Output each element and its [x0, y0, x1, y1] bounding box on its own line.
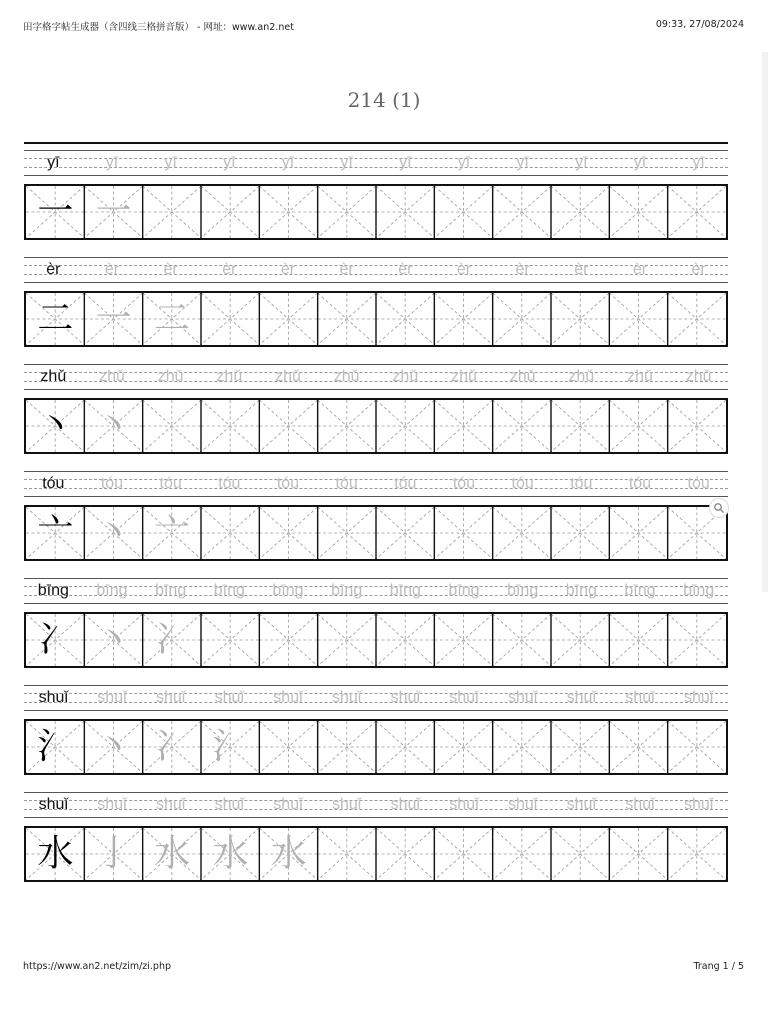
pinyin-trace: tóu: [687, 475, 710, 492]
pinyin-trace: yī: [457, 154, 471, 171]
pinyin-trace: bīng: [213, 582, 245, 599]
pinyin-trace: tóu: [452, 475, 476, 492]
trace-character: 二: [153, 298, 190, 339]
pinyin-trace: yī: [633, 154, 647, 171]
pinyin-trace: shuǐ: [214, 689, 244, 706]
pinyin-trace: shuǐ: [507, 796, 538, 813]
pinyin-trace: bīng: [272, 582, 304, 599]
pinyin-trace: tóu: [218, 475, 241, 492]
pinyin-trace: shuǐ: [214, 796, 244, 813]
pinyin-trace: shuǐ: [273, 689, 303, 706]
trace-character: 丶: [95, 405, 132, 446]
pinyin-trace: shuǐ: [390, 796, 420, 813]
practice-row: [24, 784, 728, 908]
guide-line: [24, 150, 728, 151]
trace-character: 丶: [95, 619, 132, 660]
guide-line: [24, 496, 728, 497]
pinyin-trace: bīng: [565, 582, 597, 599]
pinyin-trace: shuǐ: [449, 796, 479, 813]
page-counter: Trang 1 / 5: [693, 961, 744, 972]
pinyin-trace: zhǔ: [216, 368, 243, 385]
practice-row: [24, 677, 728, 801]
pinyin-trace: zhǔ: [99, 368, 125, 385]
pinyin-label: zhǔ: [40, 368, 67, 385]
pinyin-trace: èr: [104, 261, 120, 278]
pinyin-trace: tóu: [159, 475, 182, 492]
pinyin-trace: èr: [398, 261, 413, 278]
pinyin-trace: zhǔ: [392, 368, 419, 385]
pinyin-trace: yī: [223, 154, 236, 171]
pinyin-label: shuǐ: [38, 689, 68, 706]
pinyin-trace: shuǐ: [155, 796, 186, 813]
pinyin-label: tóu: [42, 475, 65, 492]
guide-line: [24, 578, 728, 579]
trace-character: 一: [95, 191, 132, 232]
pinyin-guide: [24, 150, 728, 176]
guide-line: [24, 685, 728, 686]
pinyin-trace: shuǐ: [625, 689, 655, 706]
zoom-icon[interactable]: [709, 498, 729, 518]
trace-character: 丶: [95, 726, 132, 767]
pinyin-guide: [24, 257, 728, 283]
pinyin-trace: bīng: [507, 582, 539, 599]
model-character: 二: [37, 298, 74, 339]
pinyin-trace: èr: [515, 261, 530, 278]
print-header-right: 09:33, 27/08/2024: [655, 19, 744, 30]
model-character: 丶: [37, 405, 74, 446]
pinyin-trace: yī: [516, 154, 529, 171]
model-character: 亠: [37, 512, 74, 553]
practice-row: [24, 356, 728, 480]
trace-character: 水: [270, 833, 307, 874]
guide-line: [24, 389, 728, 390]
guide-line: [24, 817, 728, 818]
pinyin-guide: [24, 364, 728, 390]
practice-row: [24, 570, 728, 694]
pinyin-trace: bīng: [389, 582, 421, 599]
pinyin-trace: shuǐ: [155, 689, 186, 706]
pinyin-trace: èr: [691, 261, 706, 278]
trace-character: 一: [95, 298, 132, 339]
pinyin-trace: zhǔ: [568, 368, 595, 385]
trace-character: 丶: [95, 512, 132, 553]
trace-character: 亠: [153, 512, 190, 553]
pinyin-trace: tóu: [394, 475, 417, 492]
pinyin-trace: bīng: [155, 582, 187, 599]
page-title: 214 (1): [347, 88, 421, 112]
pinyin-trace: tóu: [276, 475, 300, 492]
pinyin-trace: shuǐ: [97, 796, 127, 813]
trace-character: 亅: [95, 833, 132, 874]
pinyin-guide: [24, 685, 728, 711]
pinyin-trace: yī: [692, 154, 705, 171]
pinyin-trace: bīng: [331, 582, 363, 599]
pinyin-trace: shuǐ: [331, 796, 362, 813]
pinyin-trace: zhǔ: [333, 368, 360, 385]
model-character: 氵: [37, 726, 74, 767]
pinyin-trace: zhǔ: [627, 368, 653, 385]
pinyin-trace: shuǐ: [566, 796, 596, 813]
pinyin-trace: tóu: [628, 475, 652, 492]
pinyin-trace: bīng: [96, 582, 128, 599]
pinyin-trace: èr: [456, 261, 472, 278]
pinyin-trace: tóu: [335, 475, 358, 492]
pinyin-trace: tóu: [570, 475, 593, 492]
pinyin-trace: shuǐ: [683, 796, 714, 813]
pinyin-label: yī: [47, 154, 60, 171]
pinyin-label: shuǐ: [38, 796, 68, 813]
practice-row: [24, 249, 728, 373]
pinyin-trace: shuǐ: [625, 796, 655, 813]
guide-line: [24, 603, 728, 604]
pinyin-trace: bīng: [448, 582, 480, 599]
pinyin-trace: èr: [163, 261, 178, 278]
trace-character: 冫: [153, 726, 190, 767]
pinyin-trace: èr: [632, 261, 648, 278]
practice-row: [24, 463, 728, 587]
print-footer-left: https://www.an2.net/zim/zi.php: [23, 961, 172, 972]
pinyin-label: bīng: [37, 582, 69, 599]
guide-line: [24, 364, 728, 365]
pinyin-trace: zhǔ: [509, 368, 536, 385]
pinyin-trace: èr: [222, 261, 237, 278]
trace-character: 冫: [153, 619, 190, 660]
pinyin-guide: [24, 578, 728, 604]
pinyin-trace: zhǔ: [275, 368, 301, 385]
pinyin-trace: yī: [164, 154, 177, 171]
guide-line: [24, 282, 728, 283]
pinyin-trace: bīng: [683, 582, 715, 599]
print-header-left: 田字格字帖生成器（含四线三格拼音版） - 网址：www.an2.net: [23, 22, 294, 33]
pinyin-trace: yī: [340, 154, 353, 171]
pinyin-trace: shuǐ: [273, 796, 303, 813]
pinyin-trace: shuǐ: [390, 689, 420, 706]
guide-line: [24, 257, 728, 258]
pinyin-trace: shuǐ: [566, 689, 596, 706]
pinyin-trace: èr: [339, 261, 354, 278]
pinyin-label: èr: [46, 261, 61, 278]
pinyin-trace: èr: [280, 261, 296, 278]
pinyin-trace: tóu: [100, 475, 124, 492]
pinyin-trace: yī: [399, 154, 412, 171]
guide-line: [24, 471, 728, 472]
pinyin-trace: zhǔ: [685, 368, 712, 385]
pinyin-trace: èr: [574, 261, 589, 278]
guide-line: [24, 710, 728, 711]
pinyin-trace: shuǐ: [507, 689, 538, 706]
trace-character: 水: [212, 833, 249, 874]
pinyin-trace: shuǐ: [97, 689, 127, 706]
trace-character: 氵: [212, 726, 249, 767]
pinyin-trace: yī: [575, 154, 588, 171]
pinyin-guide: [24, 792, 728, 818]
guide-line: [24, 792, 728, 793]
pinyin-trace: shuǐ: [683, 689, 714, 706]
model-character: 冫: [37, 619, 74, 660]
pinyin-guide: [24, 471, 728, 497]
trace-character: 水: [153, 833, 190, 874]
model-character: 一: [37, 191, 74, 232]
pinyin-trace: zhǔ: [451, 368, 477, 385]
pinyin-trace: bīng: [624, 582, 656, 599]
scrollbar[interactable]: [762, 52, 768, 592]
guide-line: [24, 175, 728, 176]
pinyin-trace: shuǐ: [449, 689, 479, 706]
pinyin-trace: shuǐ: [331, 689, 362, 706]
practice-row: [24, 142, 728, 266]
pinyin-trace: zhǔ: [157, 368, 184, 385]
model-character: 水: [37, 833, 74, 874]
pinyin-trace: yī: [105, 154, 119, 171]
pinyin-trace: tóu: [511, 475, 534, 492]
pinyin-trace: yī: [281, 154, 295, 171]
